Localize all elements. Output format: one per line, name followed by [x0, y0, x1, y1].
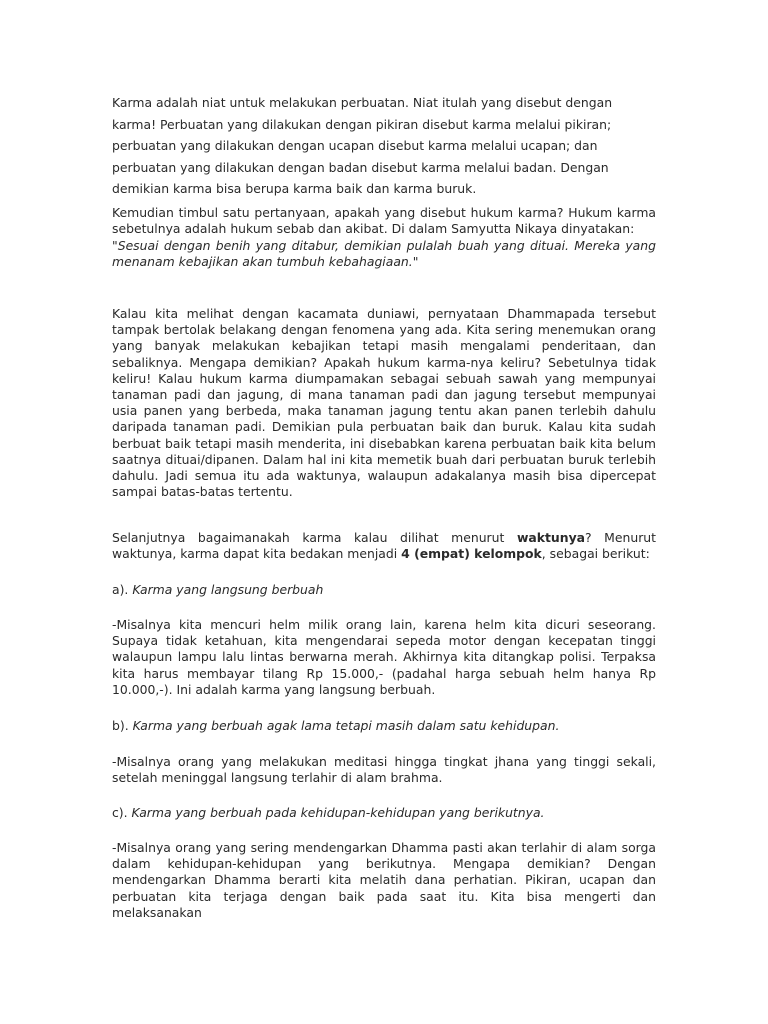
item-c-prefix: c). [112, 805, 132, 820]
heading-item-b [112, 718, 656, 734]
paragraph-item-a: -Misalnya kita mencuri helm milik orang lain, karena helm kita dicuri seseorang. Supaya tidak ketahuan, kita mengendarai sepeda motor dengan kecepatan tinggi walaupun lampu lalu lintas berwarna merah. Akhirnya kita ditangkap polisi. Terpaksa kita harus membayar tilang Rp 15.000,- (padahal harga sebuah helm hanya Rp 10.000,-). Ini adalah karma yang langsung berbuah. [112, 617, 656, 697]
text-segment: ? Menurut waktunya, karma dapat kita bedakan menjadi [112, 530, 657, 562]
quote-samyutta-nikaya: "Sesuai dengan benih yang ditabur, demikian pulalah buah yang dituai. Mereka yang menanam kebajikan akan tumbuh kebahagiaan." [112, 238, 656, 270]
item-b-prefix: b). [112, 718, 133, 733]
text-segment: Selanjutnya bagaimanakah karma kalau dilihat menurut [112, 530, 517, 545]
item-a-title: Karma yang langsung berbuah [132, 582, 324, 597]
paragraph-item-b: -Misalnya orang yang melakukan meditasi hingga tingkat jhana yang tinggi sekali, setelah meninggal langsung terlahir di alam brahma. [112, 754, 656, 786]
item-b-title: Karma yang berbuah agak lama tetapi masih dalam satu kehidupan. [132, 718, 560, 733]
bold-empat-kelompok: 4 (empat) kelompok [401, 546, 542, 562]
heading-item-c [112, 805, 656, 821]
item-c-title: Karma yang berbuah pada kehidupan-kehidupan yang berikutnya. [131, 805, 545, 820]
heading-item-a [112, 582, 656, 598]
text-segment: , sebagai berikut: [541, 546, 650, 562]
paragraph-hukum-karma: Kemudian timbul satu pertanyaan, apakah yang disebut hukum karma? Hukum karma sebetulnya adalah hukum sebab dan akibat. Di dalam Samyutta Nikaya dinyatakan: [112, 205, 656, 237]
paragraph-dhammapada: Kalau kita melihat dengan kacamata duniawi, pernyataan Dhammapada tersebut tampak bertolak belakang dengan fenomena yang ada. Kita sering menemukan orang yang banyak melakukan kebajikan tetapi masih mengalami penderitaan, dan sebaliknya. Mengapa demikian? Apakah hukum karma-nya keliru? Sebetulnya tidak keliru! Kalau hukum karma diumpamakan sebagai sebuah sawah yang mempunyai tanaman padi dan jagung, di mana tanaman padi dan jagung tersebut mempunyai usia panen yang berbeda, maka tanaman jagung tentu akan panen terlebih dahulu daripada tanaman padi. Demikian pula perbuatan baik dan buruk. Kalau kita sudah berbuat baik tetapi masih menderita, ini disebabkan karena perbuatan baik kita belum saatnya dituai/dipanen. Dalam hal ini kita memetik buah dari perbuatan buruk terlebih dahulu. Jadi semua itu ada waktunya, walaupun adakalanya masih bisa dipercepat sampai batas-batas tertentu. [112, 306, 656, 500]
item-a-prefix: a). [112, 582, 133, 597]
paragraph-karma-waktu [112, 530, 656, 562]
paragraph-karma-definition: Karma adalah niat untuk melakukan perbuatan. Niat itulah yang disebut dengan karma! Perbuatan yang dilakukan dengan pikiran disebut karma melalui pikiran; perbuatan yang dilakukan dengan ucapan disebut karma melalui ucapan; dan perbuatan yang dilakukan dengan badan disebut karma melalui badan. Dengan demikian karma bisa berupa karma baik dan karma buruk. [112, 95, 613, 197]
bold-waktunya: waktunya [516, 530, 586, 545]
paragraph-item-c: -Misalnya orang yang sering mendengarkan Dhamma pasti akan terlahir di alam sorga dalam kehidupan-kehidupan yang berikutnya. Mengapa demikian? Dengan mendengarkan Dhamma berarti kita melatih dana perhatian. Pikiran, ucapan dan perbuatan kita terjaga dengan baik pada saat itu. Kita bisa mengerti dan melaksanakan [112, 840, 656, 920]
